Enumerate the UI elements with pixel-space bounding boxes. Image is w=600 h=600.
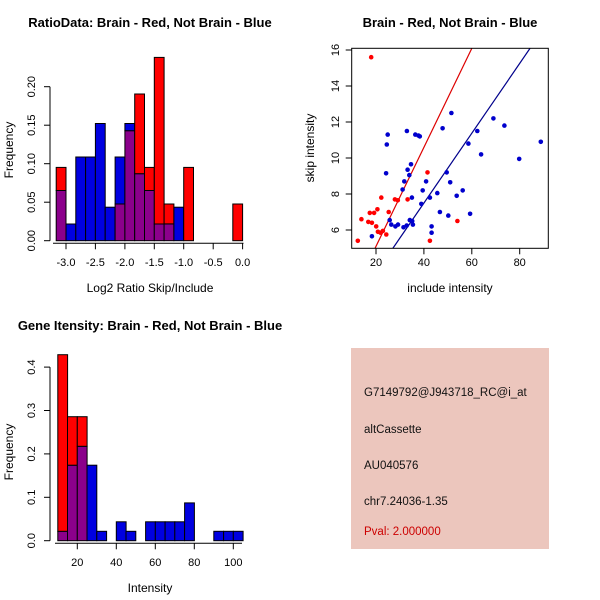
scatter-point-notbrain (466, 141, 471, 146)
x-tick-label: -2.0 (115, 257, 135, 269)
histogram-bar-segment (68, 465, 78, 541)
histogram-bar-segment (174, 207, 184, 241)
x-tick-label: 40 (110, 557, 123, 569)
scatter-point-brain (368, 211, 373, 216)
scatter-point-notbrain (444, 170, 449, 175)
scatter-point-notbrain (411, 222, 416, 227)
scatter-point-notbrain (418, 134, 423, 139)
histogram-bar-segment (56, 167, 66, 190)
histogram-bar-segment (95, 124, 105, 241)
x-tick-label: 40 (417, 257, 431, 269)
scatter-point-notbrain (405, 129, 410, 134)
scatter-point-notbrain (407, 173, 412, 178)
x-tick-label: -0.5 (203, 257, 223, 269)
scatter-point-notbrain (460, 188, 465, 193)
y-tick-label: 0.15 (25, 114, 38, 136)
histogram-bar-segment (86, 157, 96, 241)
scatter-point-notbrain (404, 223, 409, 228)
notbrain-fit-line (393, 48, 530, 248)
scatter-point-notbrain (400, 187, 405, 192)
histogram-bar-segment (125, 131, 135, 241)
scatter-point-brain (381, 229, 386, 234)
histogram-bar-segment (56, 191, 66, 241)
scatter-point-notbrain (502, 123, 507, 128)
y-tick-label: 10 (329, 151, 342, 165)
scatter-point-notbrain (402, 179, 407, 184)
scatter-point-brain (405, 197, 410, 202)
y-tick-label: 0.10 (25, 152, 38, 175)
y-tick-label: 0.2 (25, 446, 38, 462)
histogram-bar-segment (68, 417, 78, 466)
histogram-bar-segment (224, 531, 234, 540)
y-tick-label: 0.00 (25, 229, 38, 252)
histogram-bar-segment (115, 204, 125, 241)
histogram-bar-segment (154, 57, 164, 224)
histogram-bar-segment (145, 191, 155, 241)
x-tick-label: 0.0 (234, 257, 251, 269)
histogram-bar-segment (164, 224, 174, 241)
scatter-point-notbrain (370, 234, 375, 239)
scatter-point-brain (396, 198, 401, 203)
histogram-bar-segment (165, 522, 175, 541)
scatter-point-brain (455, 219, 460, 224)
y-tick-label: 0.3 (25, 402, 38, 419)
y-tick-label: 0.20 (25, 75, 38, 98)
scatter-point-notbrain (384, 171, 389, 176)
y-tick-label: 0.0 (25, 533, 38, 549)
scatter-ylabel: skip intensity (303, 113, 317, 183)
scatter-point-notbrain (448, 180, 453, 185)
scatter-point-notbrain (389, 222, 394, 227)
intensity-scatter-plot (300, 0, 600, 300)
plot-frame (352, 48, 549, 248)
histogram-bar-segment (155, 522, 165, 541)
histogram-bar-segment (146, 522, 156, 541)
x-tick-label: -3.0 (56, 257, 76, 269)
histogram-bar-segment (233, 531, 243, 540)
histogram-bar-segment (126, 531, 136, 540)
scatter-point-notbrain (424, 179, 429, 184)
scatter-point-notbrain (517, 157, 522, 162)
gene-intensity-histogram-plot (0, 300, 300, 600)
scatter-point-notbrain (405, 167, 410, 172)
histogram-bar-segment (145, 167, 155, 190)
scatter-point-notbrain (396, 222, 401, 227)
histogram-bar-segment (97, 531, 107, 540)
x-tick-label: 60 (465, 257, 478, 269)
histogram-bar-segment (66, 224, 76, 241)
x-tick-label: -2.5 (85, 257, 105, 269)
y-tick-label: 0.1 (25, 489, 38, 505)
histogram-bar-segment (154, 224, 164, 241)
histogram-bar-segment (164, 204, 174, 224)
histogram-bar-segment (135, 174, 145, 241)
scatter-point-brain (369, 55, 374, 60)
x-tick-label: 20 (71, 557, 84, 569)
histogram-bar-segment (105, 207, 115, 241)
scatter-point-brain (428, 239, 433, 244)
histogram-bar-segment (58, 531, 68, 540)
histogram-bar-segment (87, 465, 97, 541)
scatter-point-notbrain (446, 213, 451, 218)
scatter-point-notbrain (539, 140, 544, 145)
histogram-bar-segment (214, 531, 224, 540)
x-tick-label: -1.0 (174, 257, 194, 269)
locus-text: chr7.24036-1.35 (364, 496, 448, 508)
y-tick-label: 12 (329, 115, 342, 129)
scatter-point-notbrain (410, 195, 415, 200)
scatter-point-notbrain (449, 111, 454, 116)
scatter-point-notbrain (420, 188, 425, 193)
histogram-bar-segment (135, 94, 145, 174)
histogram-bar-segment (184, 167, 194, 240)
histogram-bar-segment (125, 124, 135, 131)
scatter-point-notbrain (419, 202, 424, 207)
scatter-point-notbrain (454, 194, 459, 199)
scatter-point-notbrain (428, 195, 433, 200)
splice-type-text: altCassette (364, 424, 422, 436)
scatter-point-notbrain (409, 162, 414, 167)
histogram-bar-segment (77, 417, 87, 447)
y-tick-label: 6 (329, 226, 342, 234)
x-tick-label: 20 (369, 257, 383, 269)
x-tick-label: 80 (188, 557, 201, 569)
histogram-bar-segment (77, 446, 87, 540)
y-tick-label: 8 (329, 190, 342, 198)
scatter-point-brain (374, 224, 379, 229)
scatter-point-brain (370, 221, 375, 226)
scatter-point-notbrain (429, 224, 434, 229)
scatter-point-brain (384, 232, 389, 237)
scatter-point-notbrain (475, 129, 480, 134)
histogram-bar-segment (116, 522, 126, 541)
scatter-xlabel: include intensity (407, 281, 493, 295)
scatter-point-notbrain (440, 126, 445, 131)
scatter-point-notbrain (385, 142, 390, 147)
accession-text: AU040576 (364, 460, 419, 472)
y-tick-label: 14 (329, 79, 342, 93)
gene-histogram-title: Gene Itensity: Brain - Red, Not Brain - Blue (17, 318, 283, 333)
scatter-point-brain (425, 170, 430, 175)
gene-histogram-ylabel: Frequency (2, 423, 16, 481)
scatter-point-notbrain (435, 191, 440, 196)
ratio-histogram-ylabel: Frequency (2, 121, 16, 179)
scatter-point-brain (356, 239, 361, 244)
x-tick-label: 100 (224, 557, 243, 569)
scatter-title: Brain - Red, Not Brain - Blue (362, 15, 538, 30)
histogram-bar-segment (175, 522, 185, 541)
scatter-point-notbrain (468, 212, 473, 217)
histogram-bar-segment (58, 355, 68, 532)
scatter-point-brain (372, 211, 377, 216)
histogram-bar-segment (115, 157, 125, 204)
histogram-bar-segment (185, 503, 195, 541)
scatter-point-brain (375, 207, 380, 212)
pval-text: Pval: 2.000000 (364, 526, 441, 538)
scatter-point-notbrain (438, 210, 443, 215)
gene-histogram-xlabel: Intensity (127, 581, 173, 595)
histogram-bar-segment (76, 157, 86, 241)
scatter-point-notbrain (387, 218, 392, 223)
scatter-point-brain (386, 210, 391, 215)
y-tick-label: 0.4 (25, 359, 38, 375)
info-panel (351, 348, 549, 549)
scatter-point-notbrain (479, 152, 484, 157)
probe-id-text: G7149792@J943718_RC@i_at (364, 387, 527, 399)
histogram-bar-segment (233, 204, 243, 241)
scatter-point-notbrain (429, 230, 434, 235)
x-tick-label: 60 (149, 557, 162, 569)
scatter-point-brain (379, 195, 384, 200)
scatter-point-notbrain (385, 132, 390, 137)
y-tick-label: 0.05 (25, 191, 38, 213)
y-tick-label: 16 (329, 43, 342, 57)
scatter-point-notbrain (491, 116, 496, 121)
ratio-histogram-plot (0, 0, 300, 300)
ratio-histogram-xlabel: Log2 Ratio Skip/Include (86, 281, 214, 295)
x-tick-label: -1.5 (144, 257, 164, 269)
ratio-histogram-title: RatioData: Brain - Red, Not Brain - Blue (28, 15, 272, 30)
scatter-point-brain (359, 217, 364, 222)
x-tick-label: 80 (513, 257, 526, 269)
